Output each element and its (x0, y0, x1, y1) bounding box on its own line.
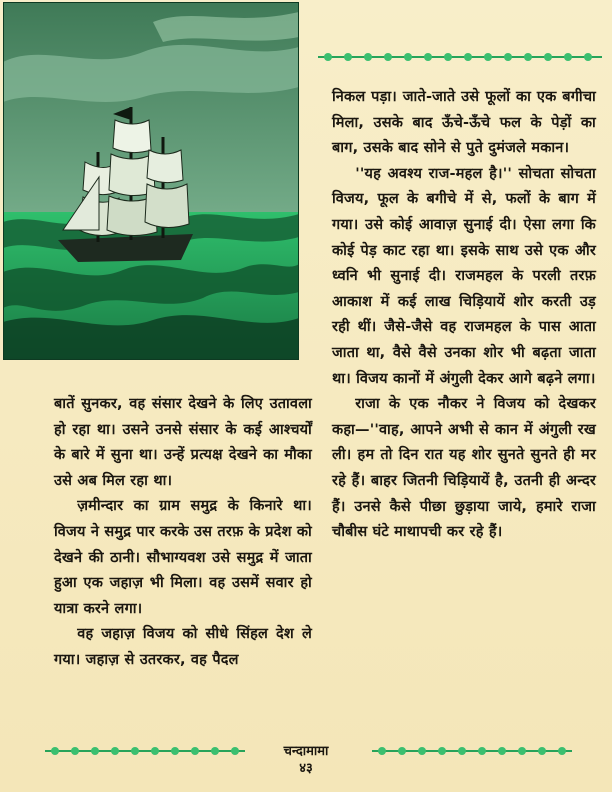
ship-illustration (3, 2, 299, 360)
left-column (54, 392, 312, 674)
paragraph: बातें सुनकर, वह संसार देखने के लिए उतावला हो रहा था। उसने उनसे संसार के कई आश्चर्यों के बारे में सुना था। उन्हें प्रत्यक्ष देखने का मौका उसे अब मिल रहा था। (54, 396, 312, 489)
decorative-border-top (318, 50, 602, 64)
paragraph: ज़मीन्दार का ग्राम समुद्र के किनारे था। विजय ने समुद्र पार करके उस तरफ़ के प्रदेश को देखने की ठानी। सौभाग्यवश उसे समुद्र में जाता हुआ एक जहाज़ भी मिला। वह उसमें सवार हो यात्रा करने लगा। (54, 498, 312, 617)
right-column (332, 85, 596, 546)
sailing-ship-icon (3, 2, 299, 360)
paragraph: ''यह अवश्य राज-महल है।'' सोचता सोचता विजय, फूल के बगीचे में से, फलों के बाग में गया। उसे कोई आवाज़ सुनाई दी। ऐसा लगा कि कोई पेड़ काट रहा था। इसके साथ उसे एक और ध्वनि भी सुनाई दी। राजमहल के परली तरफ़ आकाश में कई लाख चिड़ियायें शोर करती उड़ रही थीं। जैसे-जैसे वह राजमहल के पास आता जाता था, वैसे वैसे उनका शोर भी बढ़ता जाता था। विजय कानों में अंगुली देकर आगे बढ़ने लगा। (332, 165, 596, 387)
paragraph: राजा के एक नौकर ने विजय को देखकर कहा—''वाह, आपने अभी से कान में अंगुली रख ली। हम तो दिन रात यह शोर सुनते सुनते ही मर रहे हैं। बाहर जितनी चिड़ियायें है, उतनी ही अन्दर हैं। उनसे कैसे पीछा छुड़ाया जाये, हमारे राजा चौबीस घंटे माथापची कर रहे हैं। (332, 396, 596, 541)
magazine-title: चन्दामामा (283, 744, 329, 759)
paragraph: निकल पड़ा। जाते-जाते उसे फूलों का एक बगीचा मिला, उसके बाद ऊँचे-ऊँचे फल के पेड़ों का बाग, उसके बाद सोने से पुते दुमंजले मकान। (332, 89, 596, 157)
paragraph: वह जहाज़ विजय को सीधे सिंहल देश ले गया। जहाज़ से उतरकर, वह पैदल (54, 626, 312, 668)
page-number: ४३ (299, 761, 313, 776)
